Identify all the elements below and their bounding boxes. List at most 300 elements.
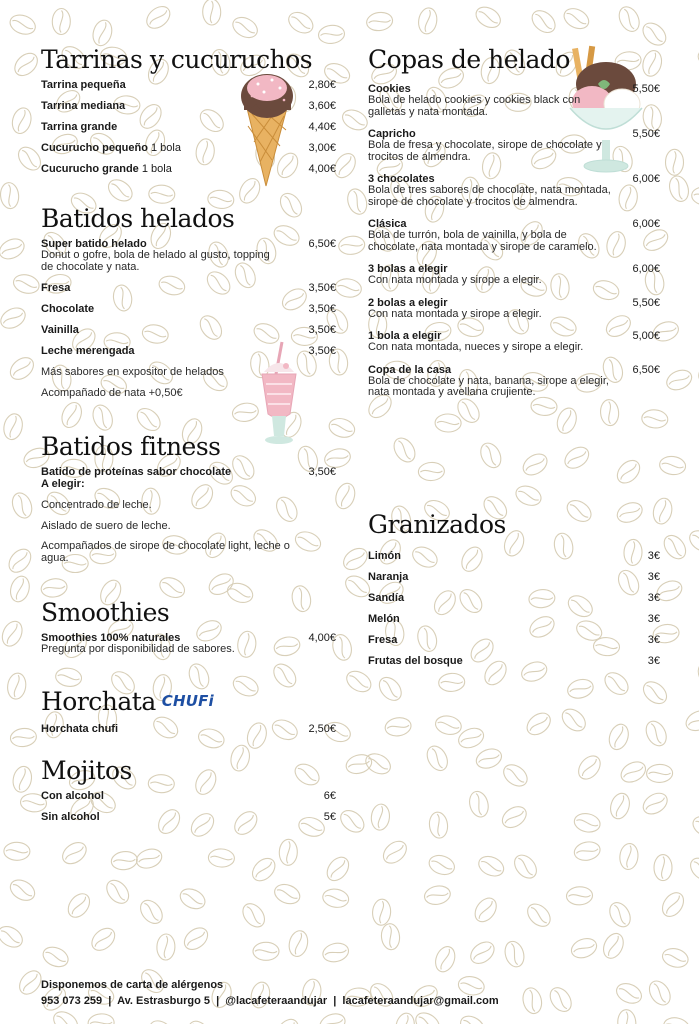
item-name: Sandía (368, 592, 405, 604)
item-price: 2,50€ (308, 722, 336, 735)
horchata-item (41, 723, 336, 735)
coffee-bean-icon (608, 791, 633, 821)
copa-item (368, 218, 660, 253)
fitness-item (41, 466, 336, 490)
item-name: Leche merengada (41, 345, 135, 357)
coffee-bean-icon (340, 544, 372, 574)
coffee-bean-icon (59, 838, 91, 868)
copa-item (368, 263, 660, 287)
coffee-bean-icon (467, 938, 499, 968)
coffee-bean-icon (50, 1007, 82, 1024)
coffee-bean-icon (318, 24, 346, 45)
item-label (41, 142, 181, 154)
coffee-bean-icon (530, 397, 557, 417)
coffee-bean-icon (438, 673, 465, 693)
item-name: Sin alcohol (41, 811, 100, 823)
coffee-bean-icon (384, 716, 412, 738)
section-title-mojitos: Mojitos (41, 756, 132, 785)
coffee-bean-icon (428, 811, 449, 839)
coffee-bean-icon (379, 837, 410, 868)
coffee-bean-icon (474, 746, 505, 772)
copa-item (368, 128, 660, 163)
item-name: 3 chocolates (368, 173, 435, 185)
batido-item (41, 303, 336, 315)
coffee-bean-icon (180, 924, 212, 954)
granizado-item (368, 655, 660, 667)
item-label (41, 811, 100, 823)
granizado-item (368, 571, 660, 583)
coffee-bean-icon (390, 434, 419, 466)
item-price: 6,00€ (632, 263, 660, 275)
section-title-fitness: Batidos fitness (41, 432, 221, 461)
fitness-option: Acompañados de sirope de chocolate light, leche o agua. (41, 540, 290, 564)
item-name: 2 bolas a elegir (368, 296, 448, 309)
coffee-bean-icon (457, 1012, 489, 1024)
coffee-bean-icon (561, 443, 593, 473)
item-price: 5€ (323, 811, 336, 823)
item-label (368, 297, 447, 309)
coffee-bean-icon (615, 3, 643, 34)
item-label (368, 634, 397, 646)
coffee-bean-icon (344, 186, 369, 216)
item-label (368, 571, 408, 583)
item-label (368, 364, 451, 376)
batido-item (41, 345, 336, 357)
coffee-bean-icon (8, 574, 32, 604)
coffee-bean-icon (0, 922, 26, 951)
granizado-item (368, 550, 660, 562)
coffee-bean-icon (134, 846, 164, 871)
item-description: Bola de turrón, bola de vainilla, y bola de chocolate, nata montada y sirope de caramelo. (368, 229, 597, 253)
coffee-bean-icon (248, 854, 279, 885)
coffee-bean-icon (253, 942, 279, 960)
coffee-bean-icon (417, 7, 439, 35)
section-title-granizados: Granizados (368, 510, 506, 539)
copa-item (368, 173, 660, 208)
item-description: Donut o gofre, bola de helado al gusto, topping de chocolate y nata. (41, 249, 270, 273)
tarrina-item (41, 100, 336, 112)
item-description: Con nata montada y sirope a elegir. (368, 274, 542, 286)
coffee-bean-icon (498, 802, 530, 831)
coffee-bean-icon (4, 842, 30, 860)
coffee-bean-icon (471, 894, 501, 926)
coffee-bean-icon (646, 764, 673, 783)
coffee-bean-icon (427, 852, 457, 877)
coffee-bean-icon (88, 924, 119, 955)
coffee-bean-icon (613, 980, 644, 1007)
section-title-batidos: Batidos helados (41, 204, 235, 233)
section-title-tarrinas: Tarrinas y cucuruchos (41, 45, 313, 74)
super-batido-item (41, 238, 336, 273)
coffee-bean-icon (683, 707, 699, 734)
coffee-bean-icon (686, 527, 699, 556)
section-horchata (41, 686, 336, 735)
coffee-bean-icon (662, 1015, 691, 1024)
coffee-bean-icon (279, 839, 298, 866)
coffee-bean-icon (365, 11, 393, 32)
coffee-bean-icon (558, 705, 589, 736)
coffee-bean-icon (5, 545, 36, 576)
item-price: 3€ (647, 571, 660, 583)
item-name: Chocolate (41, 303, 95, 315)
coffee-bean-icon (148, 185, 175, 204)
coffee-bean-icon (58, 400, 85, 431)
coffee-bean-icon (510, 851, 541, 882)
item-name: Copa de la casa (368, 363, 452, 376)
item-description: Pregunta por disponibilidad de sabores. (41, 643, 235, 655)
item-label (41, 79, 126, 91)
item-label (368, 613, 400, 625)
item-name: 3 bolas a elegir (368, 263, 448, 275)
coffee-bean-icon (618, 758, 649, 786)
coffee-bean-icon (40, 577, 69, 599)
coffee-bean-icon (513, 482, 544, 508)
coffee-bean-icon (239, 900, 269, 932)
coffee-bean-icon (660, 946, 690, 970)
item-label (41, 345, 135, 357)
coffee-bean-icon (432, 944, 458, 975)
item-price: 5,50€ (632, 296, 660, 309)
item-price: 4,40€ (308, 121, 336, 133)
coffee-bean-icon (639, 677, 670, 708)
section-title-copas: Copas de helado (368, 45, 570, 74)
coffee-bean-icon (546, 984, 576, 1016)
item-name: Tarrina pequeña (41, 79, 126, 91)
batido-item (41, 282, 336, 294)
coffee-bean-icon (229, 13, 260, 41)
item-price: 3,50€ (308, 282, 336, 294)
coffee-bean-icon (272, 881, 303, 907)
coffee-bean-icon (477, 440, 505, 471)
granizado-item (368, 634, 660, 646)
item-price: 3€ (647, 592, 660, 604)
granizado-item (368, 592, 660, 604)
tarrina-item (41, 79, 336, 91)
coffee-bean-icon (7, 12, 38, 38)
item-price: 3,50€ (308, 324, 336, 336)
coffee-bean-icon (659, 455, 687, 476)
coffee-bean-icon (666, 149, 684, 175)
item-description: Bola de chocolate y nata, banana, sirope a elegir, nata montada y avellana crujiente. (368, 374, 609, 398)
coffee-bean-icon (285, 8, 317, 37)
granizados-list (368, 550, 660, 667)
coffee-bean-icon (467, 789, 491, 819)
tarrina-item (41, 163, 336, 175)
item-name: Frutas del bosque (368, 655, 463, 667)
coffee-bean-icon (686, 854, 699, 885)
item-name: Limón (368, 550, 401, 562)
coffee-bean-icon (394, 1012, 417, 1024)
coffee-bean-icon (613, 456, 644, 487)
item-price: 5,50€ (632, 128, 660, 140)
item-label (41, 100, 125, 112)
coffee-bean-icon (519, 450, 551, 479)
coffee-bean-icon (645, 977, 674, 1009)
coffee-bean-icon (664, 366, 695, 393)
coffee-bean-icon (11, 272, 41, 296)
section-title-horchata (41, 686, 336, 720)
section-tarrinas (41, 44, 336, 175)
coffee-bean-icon (102, 876, 133, 907)
section-fitness (41, 431, 336, 564)
coffee-bean-icon (1, 412, 24, 441)
coffee-bean-icon (423, 743, 451, 774)
coffee-bean-icon (287, 929, 310, 958)
copa-item (368, 364, 660, 399)
coffee-bean-icon (6, 353, 37, 384)
chufi-logo: CHUFi (161, 691, 214, 710)
item-name: Vainilla (41, 324, 79, 336)
item-price: 5,00€ (632, 330, 660, 342)
section-smoothies (41, 597, 336, 656)
coffee-bean-icon (337, 806, 369, 836)
mojito-item (41, 790, 336, 802)
item-name: 1 bola a elegir (368, 330, 442, 342)
item-price: 3€ (647, 634, 660, 646)
item-extra: 1 bola (138, 163, 172, 175)
copa-item (368, 297, 660, 321)
item-name: Smoothies 100% naturales (41, 632, 181, 644)
coffee-bean-icon (40, 944, 71, 971)
item-label (41, 324, 79, 336)
copas-list (368, 83, 660, 399)
item-name: Cucurucho pequeño (41, 142, 148, 154)
coffee-bean-icon (52, 8, 70, 34)
item-price: 3,60€ (308, 100, 336, 112)
coffee-bean-icon (338, 235, 366, 256)
section-title-smoothies: Smoothies (41, 598, 170, 627)
granizado-item (368, 613, 660, 625)
coffee-bean-icon (323, 853, 353, 885)
coffee-bean-icon (6, 672, 27, 700)
coffee-bean-icon (9, 727, 37, 748)
coffee-bean-icon (380, 923, 401, 951)
coffee-bean-icon (177, 885, 208, 913)
mojito-item (41, 811, 336, 823)
coffee-bean-icon (502, 939, 527, 969)
fitness-choose-label: A elegir: (41, 478, 85, 490)
item-description: Bola de helado cookies y cookies black con galletas y nata montada. (368, 94, 581, 118)
item-label (368, 550, 401, 562)
coffee-bean-icon (453, 395, 483, 427)
coffee-bean-icon (695, 357, 699, 387)
coffee-bean-icon (64, 890, 94, 922)
coffee-bean-icon (520, 986, 544, 1016)
coffee-bean-icon (573, 811, 602, 834)
coffee-bean-icon (0, 235, 27, 263)
coffee-bean-icon (528, 6, 559, 37)
coffee-bean-icon (146, 1016, 178, 1024)
coffee-bean-icon (690, 813, 699, 841)
item-description: Bola de fresa y chocolate, sirope de chocolate y trocitos de almendra. (368, 139, 602, 163)
coffee-bean-icon (321, 887, 350, 909)
item-label (41, 282, 70, 294)
coffee-bean-icon (619, 843, 640, 871)
coffee-bean-icon (333, 481, 358, 511)
item-name: Cucurucho grande (41, 163, 139, 175)
coffee-bean-icon (435, 414, 461, 432)
coffee-bean-icon (272, 1015, 302, 1024)
coffee-bean-icon (423, 884, 452, 907)
item-name: Super batido helado (41, 238, 147, 250)
smoothies-item (41, 632, 336, 656)
coffee-bean-icon (362, 750, 393, 778)
item-price: 3€ (647, 550, 660, 562)
batidos-list (41, 282, 336, 357)
item-price: 5,50€ (632, 83, 660, 95)
coffee-bean-icon (554, 405, 579, 435)
coffee-bean-icon (574, 752, 604, 784)
coffee-bean-icon (9, 490, 35, 521)
coffee-bean-icon (202, 0, 220, 25)
coffee-bean-icon (10, 106, 34, 136)
coffee-bean-icon (418, 462, 445, 481)
item-name: Fresa (41, 282, 71, 294)
coffee-bean-icon (641, 409, 668, 429)
item-price: 3,50€ (308, 466, 336, 478)
item-price: 6€ (323, 790, 336, 802)
coffee-bean-icon (184, 1017, 214, 1024)
coffee-bean-icon (642, 718, 670, 749)
item-price: 3,50€ (308, 303, 336, 315)
section-copas (368, 44, 660, 399)
item-label (368, 655, 463, 667)
item-name: Tarrina mediana (41, 100, 126, 112)
coffee-bean-icon (606, 899, 635, 931)
coffee-bean-icon (565, 677, 595, 701)
batidos-note-nata: Acompañado de nata +0,50€ (41, 387, 183, 399)
coffee-bean-icon (110, 850, 138, 871)
coffee-bean-icon (412, 1009, 444, 1024)
coffee-bean-icon (0, 618, 26, 649)
tarrina-item (41, 142, 336, 154)
item-name: Cookies (368, 83, 411, 95)
section-granizados (368, 509, 660, 667)
item-price: 4,00€ (308, 632, 336, 644)
coffee-bean-icon (343, 667, 375, 696)
section-mojitos (41, 755, 336, 823)
item-label (41, 121, 117, 133)
item-extra: 1 bola (147, 142, 181, 154)
coffee-bean-icon (10, 49, 41, 80)
section-batidos (41, 203, 336, 399)
item-description: Con nata montada y sirope a elegir. (368, 307, 542, 320)
coffee-bean-icon (143, 2, 174, 33)
coffee-bean-icon (136, 896, 167, 927)
coffee-bean-icon (600, 930, 627, 961)
item-name: Naranja (368, 571, 409, 583)
coffee-bean-icon (561, 5, 592, 33)
fitness-option: Aislado de suero de leche. (41, 520, 171, 532)
coffee-bean-icon (666, 174, 691, 204)
coffee-bean-icon (654, 855, 672, 881)
coffee-bean-icon (606, 722, 631, 752)
coffee-bean-icon (208, 848, 235, 867)
item-name: Tarrina grande (41, 121, 118, 133)
coffee-bean-icon (54, 667, 82, 688)
item-price: 3,50€ (308, 345, 336, 357)
coffee-bean-icon (476, 853, 507, 880)
coffee-bean-icon (694, 659, 699, 691)
contact-line: 953 073 259 | Av. Estrasburgo 5 | @lacafeteraandujar | lacafeteraandujar@gmail.com (41, 995, 499, 1007)
fitness-option: Concentrado de leche. (41, 499, 152, 511)
item-name: Fresa (368, 634, 398, 646)
coffee-bean-icon (601, 668, 632, 699)
coffee-bean-icon (0, 304, 29, 332)
coffee-bean-icon (104, 175, 136, 205)
item-name: Con alcohol (41, 790, 104, 802)
coffee-bean-icon (339, 106, 370, 134)
coffee-bean-icon (658, 889, 688, 921)
item-description: Con nata montada, nueces y sirope a elegir. (368, 341, 584, 353)
copa-item (368, 330, 660, 354)
batido-item (41, 324, 336, 336)
item-price: 2,80€ (308, 79, 336, 91)
coffee-bean-icon (334, 277, 362, 299)
coffee-bean-icon (566, 886, 593, 905)
coffee-bean-icon (569, 935, 600, 961)
tarrina-item (41, 121, 336, 133)
item-price: 6,50€ (632, 363, 660, 376)
mojitos-list (41, 790, 336, 823)
batidos-note-flavours: Más sabores en expositor de helados (41, 366, 224, 378)
item-price: 6,00€ (632, 173, 660, 185)
item-price: 6,50€ (308, 238, 336, 250)
item-description: Bola de tres sabores de chocolate, nata montada, sirope de chocolate y trocitos de almendra. (368, 184, 611, 208)
coffee-bean-icon (523, 900, 554, 931)
coffee-bean-icon (89, 402, 115, 433)
item-price: 3,00€ (308, 142, 336, 154)
item-name: Batido de proteínas sabor chocolate (41, 466, 232, 478)
coffee-bean-icon (600, 399, 620, 426)
coffee-bean-icon (321, 941, 351, 965)
coffee-bean-icon (691, 186, 699, 206)
item-price: 3€ (647, 655, 660, 667)
item-label (41, 790, 104, 802)
coffee-bean-icon (375, 673, 406, 704)
coffee-bean-icon (156, 934, 175, 961)
coffee-bean-icon (434, 714, 463, 737)
item-label (368, 592, 404, 604)
coffee-bean-icon (456, 725, 487, 752)
coffee-bean-icon (7, 876, 39, 905)
coffee-bean-icon (639, 789, 671, 818)
item-price: 6,00€ (632, 218, 660, 230)
item-label (41, 163, 172, 175)
coffee-bean-icon (523, 709, 555, 739)
allergens-notice: Disponemos de carta de alérgenos (41, 979, 224, 991)
coffee-bean-icon (372, 899, 392, 926)
coffee-bean-icon (660, 531, 690, 563)
item-price: 4,00€ (308, 163, 336, 175)
item-name: Capricho (368, 128, 416, 140)
coffee-bean-icon (500, 760, 532, 790)
footer (41, 977, 499, 1009)
coffee-bean-icon (0, 182, 20, 210)
item-name: Melón (368, 613, 400, 625)
coffee-bean-icon (11, 765, 34, 794)
item-name: Clásica (368, 218, 407, 230)
tarrinas-list (41, 79, 336, 175)
coffee-bean-icon (472, 3, 504, 32)
item-label (41, 303, 94, 315)
coffee-bean-icon (617, 1009, 637, 1024)
item-name: Horchata chufi (41, 722, 119, 735)
coffee-bean-icon (88, 1013, 115, 1024)
coffee-bean-icon (573, 840, 602, 863)
coffee-bean-icon (317, 1010, 348, 1024)
horchata-title-text: Horchata (41, 687, 156, 716)
